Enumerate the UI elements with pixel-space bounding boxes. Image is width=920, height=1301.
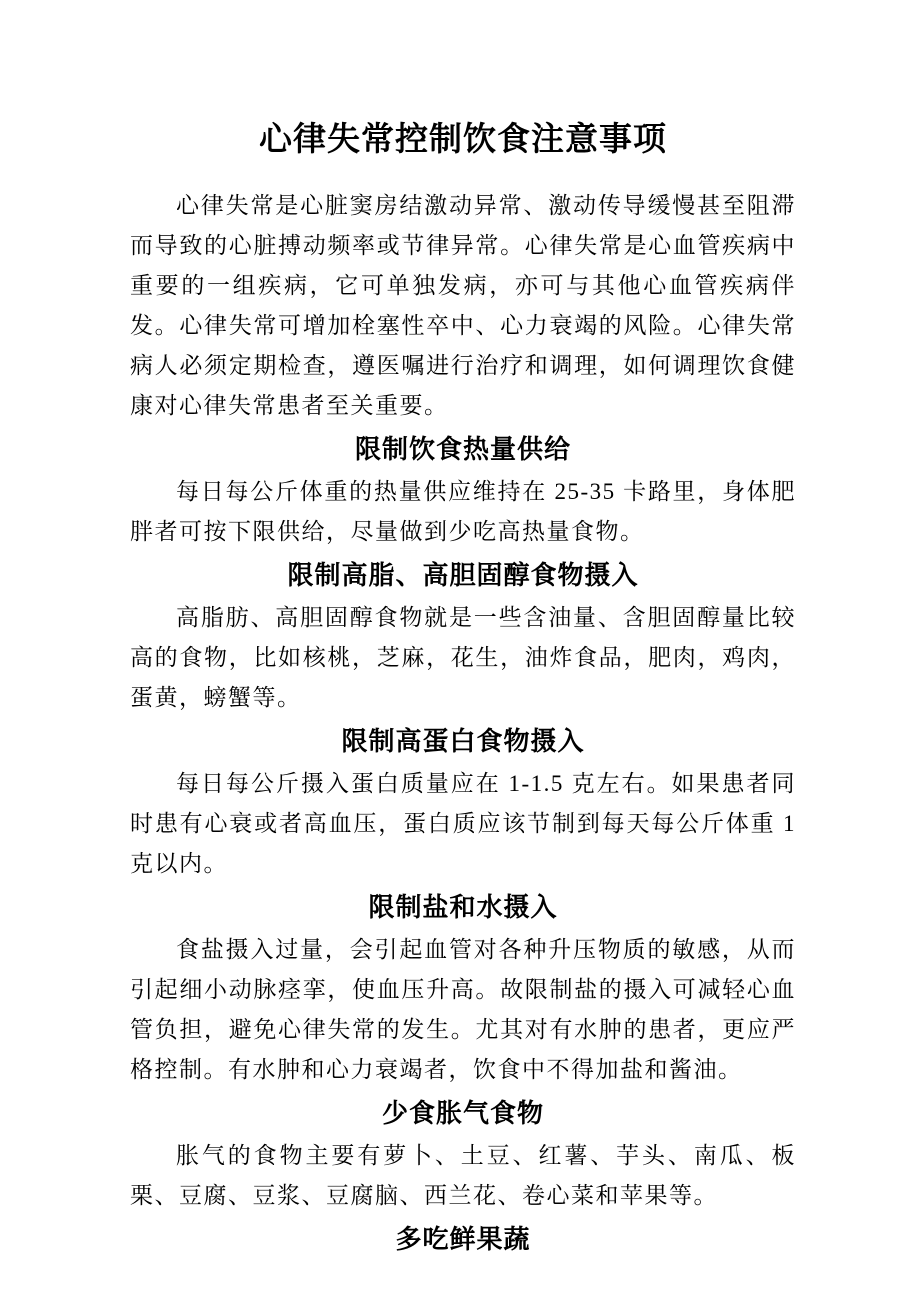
paragraph-intro: 心律失常是心脏窦房结激动异常、激动传导缓慢甚至阻滞而导致的心脏搏动频率或节律异常。心律失常是心血管疾病中重要的一组疾病，它可单独发病，亦可与其他心血管疾病伴发。心律失常可增加栓塞性卒中、心力衰竭的风险。心律失常病人必须定期检查，遵医嘱进行治疗和调理，如何调理饮食健康对心律失常患者至关重要。 — [130, 193, 796, 418]
section-heading-limit-fat-cholesterol: 限制高脂、高胆固醇食物摄入 — [287, 560, 639, 590]
section-heading-more-fresh-produce: 多吃鲜果蔬 — [395, 1224, 531, 1254]
paragraph-gassy-foods: 胀气的食物主要有萝卜、土豆、红薯、芋头、南瓜、板栗、豆腐、豆浆、豆腐脑、西兰花、卷心菜和苹果等。 — [130, 1143, 796, 1208]
section-heading-less-gassy-foods: 少食胀气食物 — [381, 1098, 544, 1128]
paragraph-calories: 每日每公斤体重的热量供应维持在 25-35 卡路里，身体肥胖者可按下限供给，尽量做到少吃高热量食物。 — [130, 479, 796, 544]
section-heading-limit-protein: 限制高蛋白食物摄入 — [341, 726, 585, 756]
paragraph-fat-cholesterol: 高脂肪、高胆固醇食物就是一些含油量、含胆固醇量比较高的食物，比如核桃，芝麻，花生，油炸食品，肥肉，鸡肉，蛋黄，螃蟹等。 — [130, 605, 796, 710]
paragraph-protein: 每日每公斤摄入蛋白质量应在 1-1.5 克左右。如果患者同时患有心衰或者高血压，蛋白质应该节制到每天每公斤体重 1 克以内。 — [130, 771, 796, 876]
section-heading-limit-calories: 限制饮食热量供给 — [354, 434, 571, 464]
section-heading-limit-salt-water: 限制盐和水摄入 — [368, 892, 558, 922]
document-title: 心律失常控制饮食注意事项 — [259, 120, 667, 157]
paragraph-salt-water: 食盐摄入过量，会引起血管对各种升压物质的敏感，从而引起细小动脉痉挛，使血压升高。故限制盐的摄入可减轻心血管负担，避免心律失常的发生。尤其对有水肿的患者，更应严格控制。有水肿和心力衰竭者，饮食中不得加盐和酱油。 — [130, 937, 796, 1082]
